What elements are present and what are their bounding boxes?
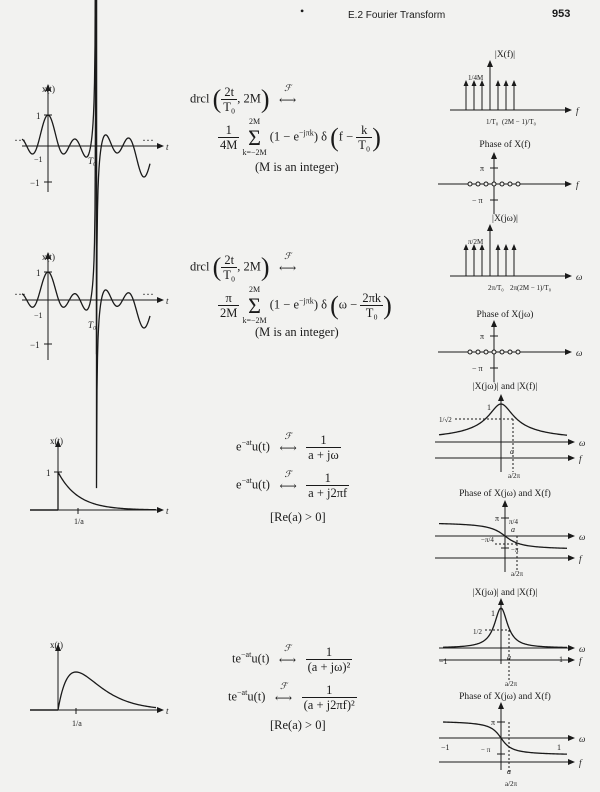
- peak: 1: [491, 609, 495, 618]
- peak: 1: [487, 403, 491, 412]
- transform-pair-4b: $te^{-at}u(t)$ ℱ ⟷ $\frac{1}{\text{(a + j2πf)²}}$: [228, 680, 355, 712]
- mag1-title: |X(f)|: [494, 50, 516, 60]
- y-neg: −1: [30, 178, 40, 188]
- neg-pi: − π: [472, 364, 483, 373]
- phase-point: [476, 350, 480, 354]
- phase-point: [484, 182, 488, 186]
- xlabel: ω: [576, 272, 583, 282]
- time-plot-3: [20, 436, 170, 536]
- ylabel: x(t): [42, 252, 55, 262]
- ylabel: x(t): [42, 84, 55, 94]
- transform-pair-4a: $te^{-at}u(t)$ ℱ ⟷ $\frac{1}{\text{(a + jω)²}}$: [232, 642, 351, 674]
- tick-neg: −1: [439, 657, 448, 666]
- xlabel: t: [166, 706, 169, 716]
- tick-neg: −1: [441, 743, 450, 752]
- pi: π: [495, 514, 500, 523]
- phase3-title: Phase of X(jω) and X(f): [459, 489, 551, 499]
- transform-rhs-2: $\frac{\pi}{2M}$ 2M Σ k=−2M $(1 - e^{-j\pi k})$ δ (ω − $\frac{2\pi k}{\text{T₀}}$ ): [220, 285, 392, 325]
- mag-plot-3: [425, 392, 595, 482]
- section-title: E.2 Fourier Transform: [348, 10, 446, 21]
- mag-plot-4: [425, 598, 595, 688]
- phase-point: [508, 182, 512, 186]
- impulse-arrow: [496, 80, 501, 86]
- xlabel: ω: [576, 348, 583, 358]
- time-plot-1: [10, 80, 170, 200]
- phase-plot-3: [425, 500, 595, 580]
- pi4: π/4: [509, 518, 518, 526]
- xlabel-f: f: [579, 454, 582, 464]
- pi: π: [480, 164, 485, 173]
- impulse-arrow: [512, 80, 517, 86]
- dots-left: ···: [14, 133, 26, 147]
- tick-neg: −1: [34, 311, 43, 320]
- tick-f: a/2π: [508, 472, 521, 480]
- phase-point: [492, 182, 496, 186]
- transform-pair-2: drcl ( $\frac{2t}{\text{T₀}}$ , 2M) ℱ ⟷: [190, 250, 297, 282]
- half: 1/2: [473, 628, 482, 636]
- xtick: 1/a: [74, 517, 84, 526]
- neg-pi: − π: [481, 746, 491, 754]
- y-pos: 1: [36, 268, 41, 278]
- mag-plot-1: [430, 58, 590, 138]
- dots-right: ···: [142, 287, 154, 301]
- note-4: [Re(a) > 0]: [270, 718, 326, 732]
- phase1-title: Phase of X(f): [479, 140, 531, 150]
- time-plot-4: [20, 640, 170, 740]
- tick-w: a: [507, 653, 511, 662]
- tick-w: a: [511, 525, 515, 534]
- xtick: 1/a: [72, 719, 82, 728]
- note-2: (M is an integer): [255, 325, 339, 339]
- y-neg: −1: [30, 340, 40, 350]
- mag2-title: |X(jω)|: [492, 214, 518, 224]
- tick-pos: 1: [559, 655, 563, 664]
- impulse-arrow: [504, 80, 509, 86]
- phase-point: [468, 350, 472, 354]
- ylabel: x(t): [50, 436, 63, 446]
- tick-f: a/2π: [511, 570, 524, 578]
- phase-point: [484, 350, 488, 354]
- xlabel: t: [166, 506, 169, 516]
- y-pos: 1: [46, 468, 51, 478]
- impulse-arrow: [504, 244, 509, 250]
- neg-pi: − π: [472, 196, 483, 205]
- tick-w: a: [510, 447, 514, 456]
- pi: π: [480, 332, 485, 341]
- phase-plot-1: [430, 150, 590, 220]
- impulse-arrow: [512, 244, 517, 250]
- phase-point: [500, 350, 504, 354]
- tick2: 2π(2M − 1)/T₀: [510, 284, 552, 292]
- note-1: (M is an integer): [255, 160, 339, 174]
- dots-right: ···: [142, 133, 154, 147]
- period: T₀: [88, 156, 97, 166]
- phase4-title: Phase of X(jω) and X(f): [459, 692, 551, 702]
- neg-pi4: −π/4: [481, 536, 494, 544]
- transform-pair-3a: $e^{-at}u(t)$ ℱ ⟷ $\frac{1}{a + j\omega}$: [236, 430, 339, 462]
- transform-pair-3b: $e^{-at}u(t)$ ℱ ⟷ $\frac{1}{a + j2\pi f}$: [236, 468, 348, 500]
- phase-point: [468, 182, 472, 186]
- xlabel: f: [576, 180, 579, 190]
- phase-point: [508, 350, 512, 354]
- note-3: [Re(a) > 0]: [270, 510, 326, 524]
- h-label: 1/4M: [468, 74, 484, 82]
- period: T₀: [88, 320, 97, 330]
- half: 1/√2: [439, 416, 452, 424]
- time-plot-2: [10, 248, 170, 368]
- tick-f: a/2π: [505, 780, 518, 788]
- tick1: 1/T₀: [486, 118, 499, 126]
- pi: π: [491, 718, 496, 727]
- dots-left: ···: [14, 287, 26, 301]
- h-label: π/2M: [468, 238, 484, 246]
- tick-neg: −1: [34, 155, 43, 164]
- tick1: 2π/T₀: [488, 284, 504, 292]
- phase2-title: Phase of X(jω): [476, 310, 534, 320]
- xlabel: t: [166, 142, 169, 152]
- xlabel: t: [166, 296, 169, 306]
- mag4-title: |X(jω)| and |X(f)|: [472, 588, 538, 598]
- xlabel-w: ω: [579, 734, 586, 744]
- xlabel-w: ω: [579, 438, 586, 448]
- page-number: 953: [552, 8, 571, 20]
- mag3-title: |X(jω)| and |X(f)|: [472, 382, 538, 392]
- transform-pair-1: drcl ( $\frac{2t}{\text{T₀}}$ , 2M) ℱ ⟷: [190, 82, 297, 114]
- tick-f: a/2π: [505, 680, 518, 688]
- phase-point: [516, 350, 520, 354]
- xlabel-w: ω: [579, 532, 586, 542]
- ylabel: x(t): [50, 640, 63, 650]
- xlabel-f: f: [579, 758, 582, 768]
- phase-point: [476, 182, 480, 186]
- phase-point: [492, 350, 496, 354]
- impulse-arrow: [496, 244, 501, 250]
- header-dot: •: [300, 4, 305, 18]
- tick2: (2M − 1)/T₀: [502, 118, 536, 126]
- mag-plot-2: [430, 222, 590, 306]
- phase-plot-4: [425, 702, 595, 790]
- tick-pos: 1: [557, 743, 561, 752]
- transform-rhs-1: $\frac{1}{4M}$ 2M Σ k=−2M $(1 - e^{-j\pi k})$ δ (f − $\frac{k}{\text{T₀}}$ ): [220, 117, 381, 157]
- y-pos: 1: [36, 111, 41, 121]
- phase-point: [500, 182, 504, 186]
- neg-pi: −π: [511, 546, 519, 554]
- phase-plot-2: [430, 318, 590, 388]
- xlabel-w: ω: [579, 644, 586, 654]
- phase-point: [516, 182, 520, 186]
- tick-w: a: [507, 767, 511, 776]
- xlabel: f: [576, 106, 579, 116]
- xlabel-f: f: [579, 656, 582, 666]
- xlabel-f: f: [579, 554, 582, 564]
